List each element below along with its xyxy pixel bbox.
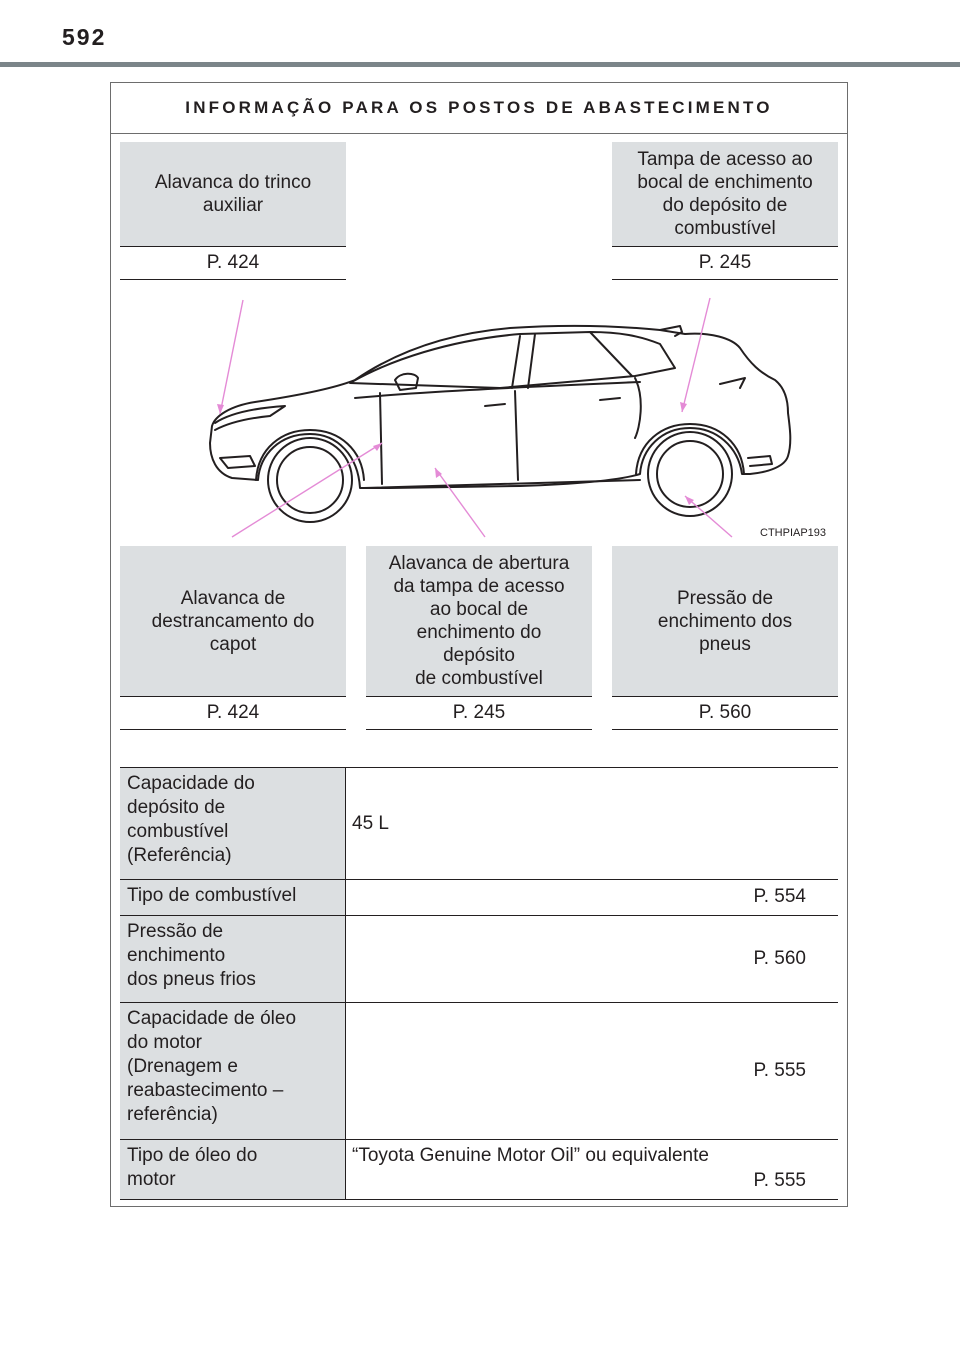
spec-value-cell: [346, 1140, 838, 1199]
label-hood-lock-release: Alavanca de destrancamento do capot: [120, 546, 346, 696]
spec-page-ref[interactable]: P. 554: [753, 886, 806, 907]
ref-fuel-door-opener[interactable]: P. 245: [366, 696, 592, 730]
table-row: [120, 767, 838, 879]
spec-value-cell: [346, 916, 838, 1002]
table-row: [120, 879, 838, 915]
spec-page-ref[interactable]: P. 555: [753, 1060, 806, 1081]
spec-value: “Toyota Genuine Motor Oil” ou equivalente: [352, 1145, 709, 1166]
spec-label: Capacidade do depósito de combustível (Referência): [120, 768, 346, 879]
spec-label: Tipo de óleo do motor: [120, 1140, 346, 1199]
table-row: [120, 915, 838, 1002]
ref-tire-pressure[interactable]: P. 560: [612, 696, 838, 730]
spec-label: Pressão de enchimento dos pneus frios: [120, 916, 346, 1002]
page-number: 592: [62, 24, 107, 50]
spec-page-ref[interactable]: P. 555: [753, 1170, 806, 1191]
table-row: [120, 1139, 838, 1200]
table-row: [120, 1002, 838, 1139]
ref-fuel-filler-door[interactable]: P. 245: [612, 246, 838, 280]
spec-table: [120, 767, 838, 1200]
label-auxiliary-catch-lever: Alavanca do trinco auxiliar: [120, 142, 346, 246]
spec-value-cell: [346, 880, 838, 915]
image-code: CTHPIAP193: [760, 527, 827, 539]
ref-auxiliary-catch-lever[interactable]: P. 424: [120, 246, 346, 280]
spec-value: 45 L: [352, 812, 389, 834]
ref-hood-lock-release[interactable]: P. 424: [120, 696, 346, 730]
spec-page-ref[interactable]: P. 560: [753, 948, 806, 969]
header-rule: [0, 62, 960, 67]
label-fuel-filler-door: Tampa de acesso ao bocal de enchimento do depósito de combustível: [612, 142, 838, 246]
label-fuel-door-opener: Alavanca de abertura da tampa de acesso ao bocal de enchimento do depósito de combustível: [366, 546, 592, 696]
spec-label: Tipo de combustível: [120, 880, 346, 915]
spec-value-cell: [346, 768, 838, 879]
spec-value-cell: [346, 1003, 838, 1139]
spec-label: Capacidade de óleo do motor (Drenagem e reabastecimento – referência): [120, 1003, 346, 1139]
label-tire-pressure: Pressão de enchimento dos pneus: [612, 546, 838, 696]
section-title: INFORMAÇÃO PARA OS POSTOS DE ABASTECIMENTO: [111, 83, 847, 134]
car-illustration: [120, 288, 840, 543]
